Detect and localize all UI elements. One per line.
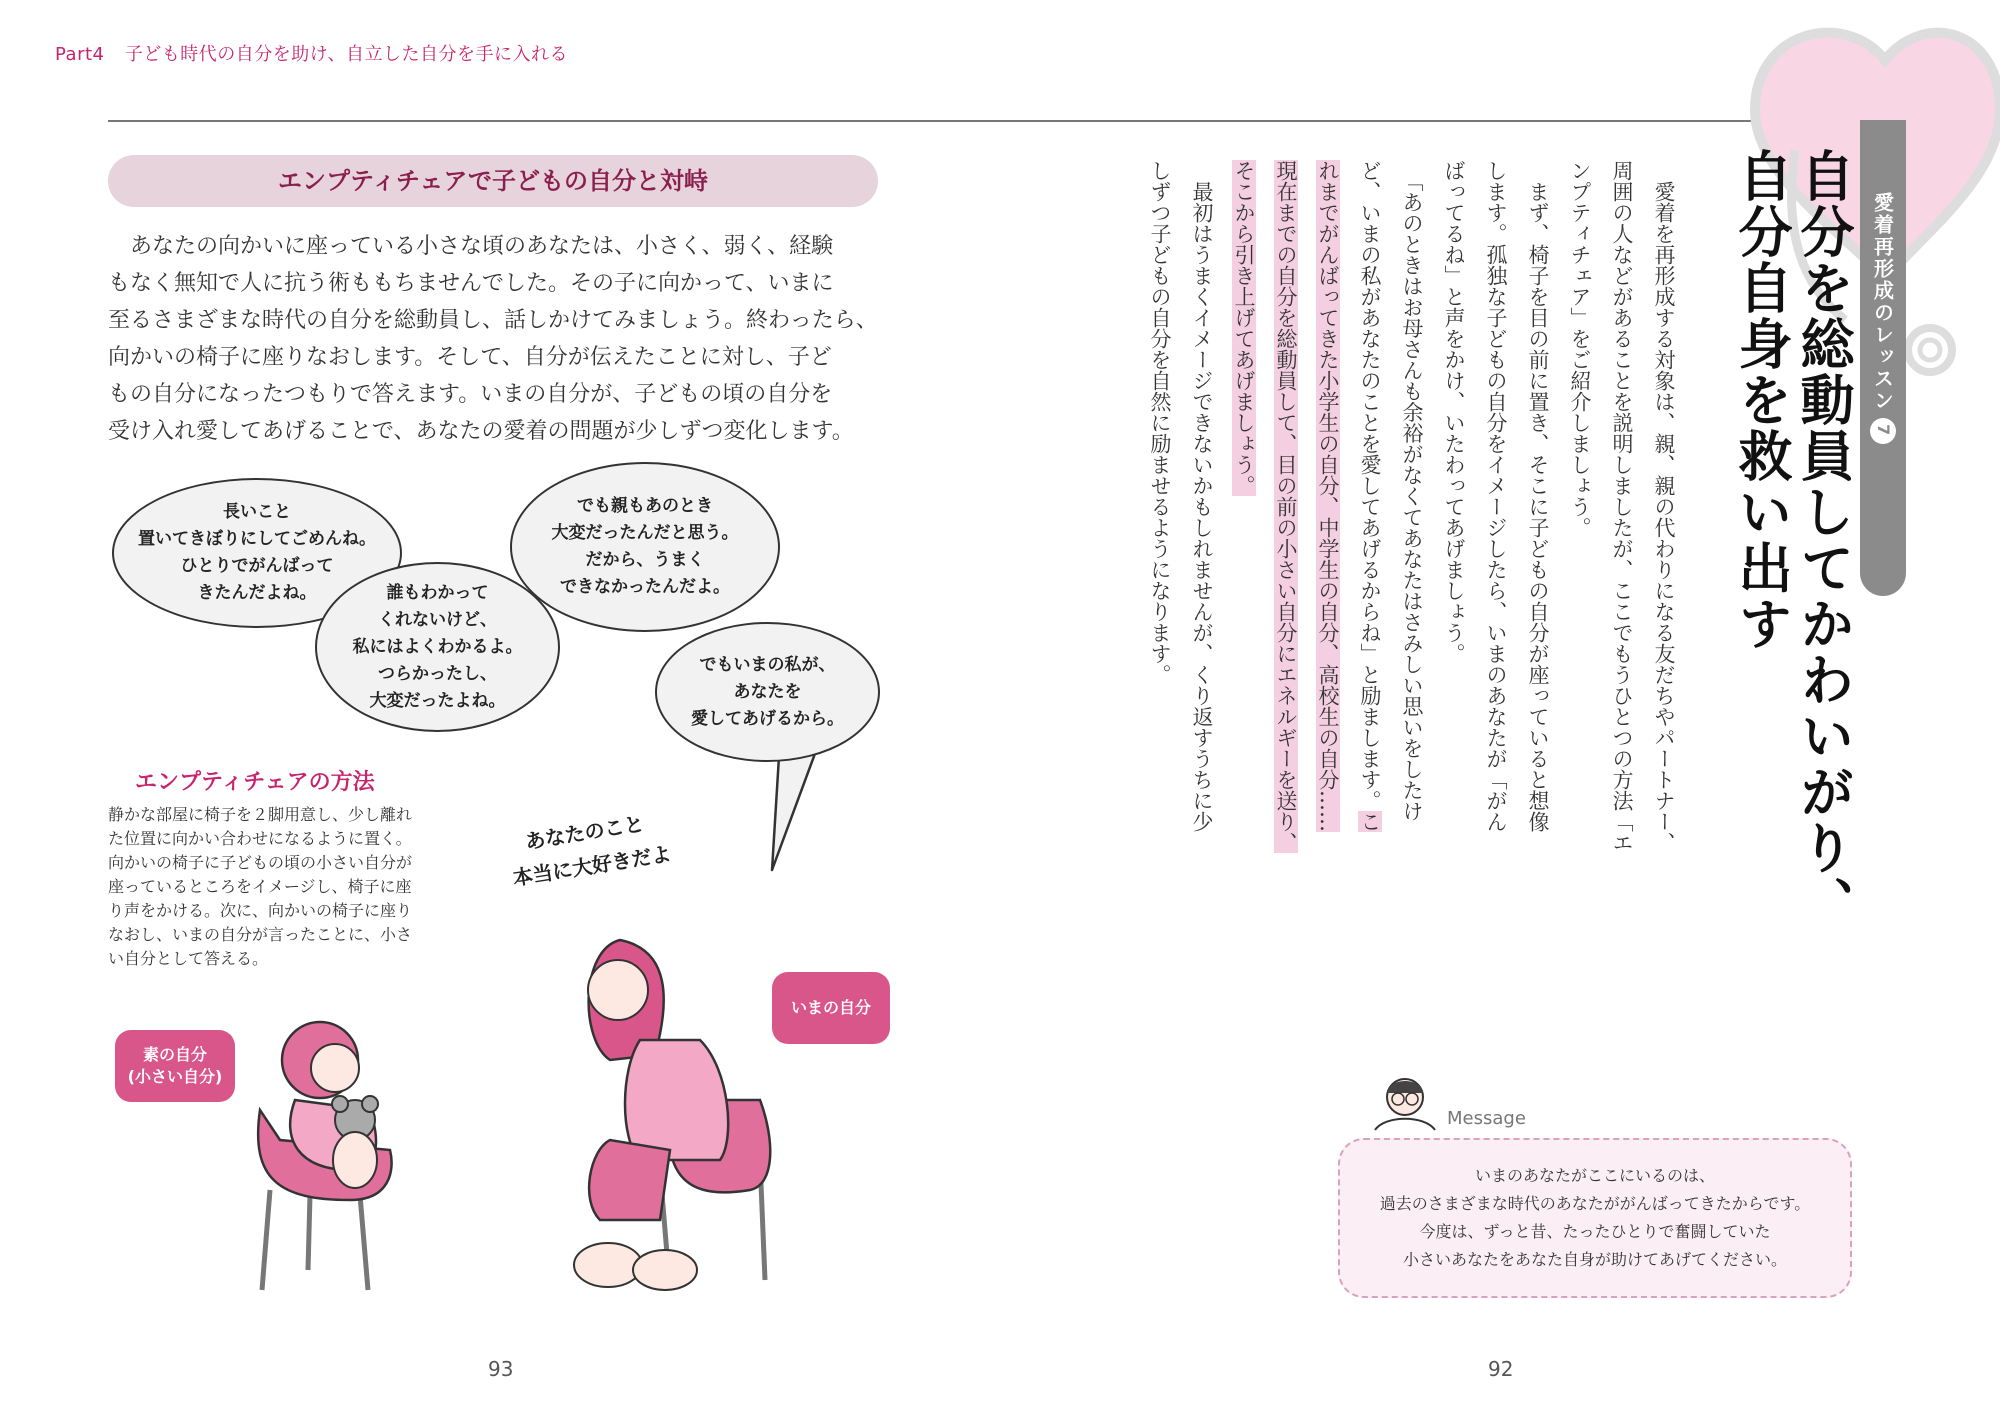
label-line: 素の自分 [142,1045,207,1064]
intro-paragraph [108,228,888,450]
body-column: しずつ子どもの自分を自然に励ませるようになります。 [1148,160,1172,685]
speech-bubble [655,622,880,762]
body-column: ンプティチェア」をご紹介しましょう。 [1568,160,1592,538]
intro-line: もの自分になったつもりで答えます。いまの自分が、子どもの頃の自分を [108,382,833,407]
highlight-text: こ [1358,811,1382,832]
bubble-line: 大変だったんだと思う。 [551,523,739,543]
bubble-line: 誰もわかって [386,582,489,603]
bubble-line: できなかったんだよ。 [560,577,730,597]
part-label: Part4 [55,44,105,65]
intro-line: 向かいの椅子に座りなおします。そして、自分が伝えたことに対し、子ど [108,345,832,370]
body-text [1115,160,1685,920]
bubble-line: 愛してあげるから。 [691,708,844,729]
message-line: 過去のさまざまな時代のあなたががんばってきたからです。 [1379,1194,1811,1213]
body-column: します。孤独な子どもの自分をイメージしたら、いまのあなたが「がん [1484,160,1508,832]
intro-line: あなたの向かいに座っている小さな頃のあなたは、小さく、弱く、経験 [130,234,834,259]
hand-line: 本当に大好きだよ [511,841,673,891]
message-box [1338,1138,1852,1298]
method-text: 静かな部屋に椅子を２脚用意し、少し離れた位置に向かい合わせになるように置く。向かいの椅子に子どもの頃の小さい自分が座っているところをイメージし、椅子に座り声をかける。次に、向かいの椅子に座りなおし、いまの自分が言ったことに、小さい自分として答える。 [108,805,413,968]
badge-text: 愛着再形成のレッスン [1870,192,1895,412]
section-title: エンプティチェアで子どもの自分と対峙 [108,155,878,207]
body-column: 周囲の人などがあることを説明しましたが、ここでもうひとつの方法「エ [1610,160,1634,853]
message-line: 今度は、ずっと昔、たったひとりで奮闘していた [1419,1222,1771,1241]
intro-line: 至るさまざまな時代の自分を総動員し、話しかけてみましょう。終わったら、 [108,308,878,333]
body-column [1349,160,1391,920]
running-header [55,40,568,66]
body-column: 愛着を再形成する対象は、親、親の代わりになる友だちやパートナー、 [1652,160,1676,853]
author-avatar-icon [1365,1075,1445,1135]
bubble-line: きたんだよね。 [197,583,317,603]
body-column [1265,160,1307,920]
intro-line: 受け入れ愛してあげることで、あなたの愛着の問題が少しずつ変化します。 [108,419,854,444]
lesson-badge [1860,120,1906,596]
handwritten-message [505,803,674,895]
body-text-run: ど、いまの私があなたのことを愛してあげるからね」と励まします。 [1358,160,1382,811]
highlight-text: 現在までの自分を総動員して、目の前の小さい自分にエネルギーを送り、 [1274,160,1298,853]
message-label: Message [1447,1108,1526,1129]
label-line: (小さい自分) [127,1067,223,1086]
bubble-line: だから、うまく [585,550,705,570]
bubble-line: つらかったし、 [378,663,497,684]
speech-bubble [315,562,560,732]
speech-bubble [510,462,780,632]
page-number-left: 93 [488,1357,514,1381]
body-column: 最初はうまくイメージできないかもしれませんが、くり返すうちに少 [1190,160,1214,832]
header-rule [108,120,1998,122]
message-line: 小さいあなたをあなた自身が助けてあげてください。 [1402,1250,1787,1269]
badge-number: 7 [1870,418,1896,444]
highlight-text: そこから引き上げてあげましょう。 [1232,160,1256,496]
bubble-line: でもいまの私が、 [699,654,836,675]
highlight-text: れまでがんばってきた小学生の自分、中学生の自分、高校生の自分…… [1316,160,1340,832]
body-column: まず、椅子を目の前に置き、そこに子どもの自分が座っていると想像 [1526,160,1550,832]
bubble-line: ひとりでがんばって [180,556,334,576]
headline [1730,148,1854,932]
body-column [1223,160,1265,920]
body-column: ばってるね」と声をかけ、いたわってあげましょう。 [1442,160,1466,664]
hand-line: あなたのこと [523,811,646,854]
message-line: いまのあなたがここにいるのは、 [1474,1166,1715,1185]
bubble-line: 大変だったよね。 [369,690,506,711]
bubble-line: 私にはよくわかるよ。 [352,636,523,657]
method-title: エンプティチェアの方法 [135,770,375,795]
bubble-line: あなたを [733,681,802,702]
part-title: 子ども時代の自分を助け、自立した自分を手に入れる [124,44,569,65]
headline-line: 自分自身を救い出す [1730,148,1793,652]
body-column: 「あのときはお母さんも余裕がなくてあなたはさみしい思いをしたけ [1400,160,1424,822]
bubble-line: でも親もあのとき [577,496,713,516]
bubble-line: くれないけど、 [378,609,497,630]
page-number-right: 92 [1488,1357,1514,1381]
headline-line: 自分を総動員してかわいがり、 [1792,148,1855,932]
child-on-chair-illustration [240,1000,420,1300]
label-current-self: いまの自分 [772,972,890,1044]
bubble-line: 置いてきぼりにしてごめんね。 [138,529,376,549]
body-column [1307,160,1349,920]
label-child-self [115,1030,235,1102]
intro-line: もなく無知で人に抗う術ももちませんでした。その子に向かって、いまに [108,271,834,296]
bubble-line: 長いこと [223,502,291,522]
adult-on-chair-illustration [560,920,780,1300]
